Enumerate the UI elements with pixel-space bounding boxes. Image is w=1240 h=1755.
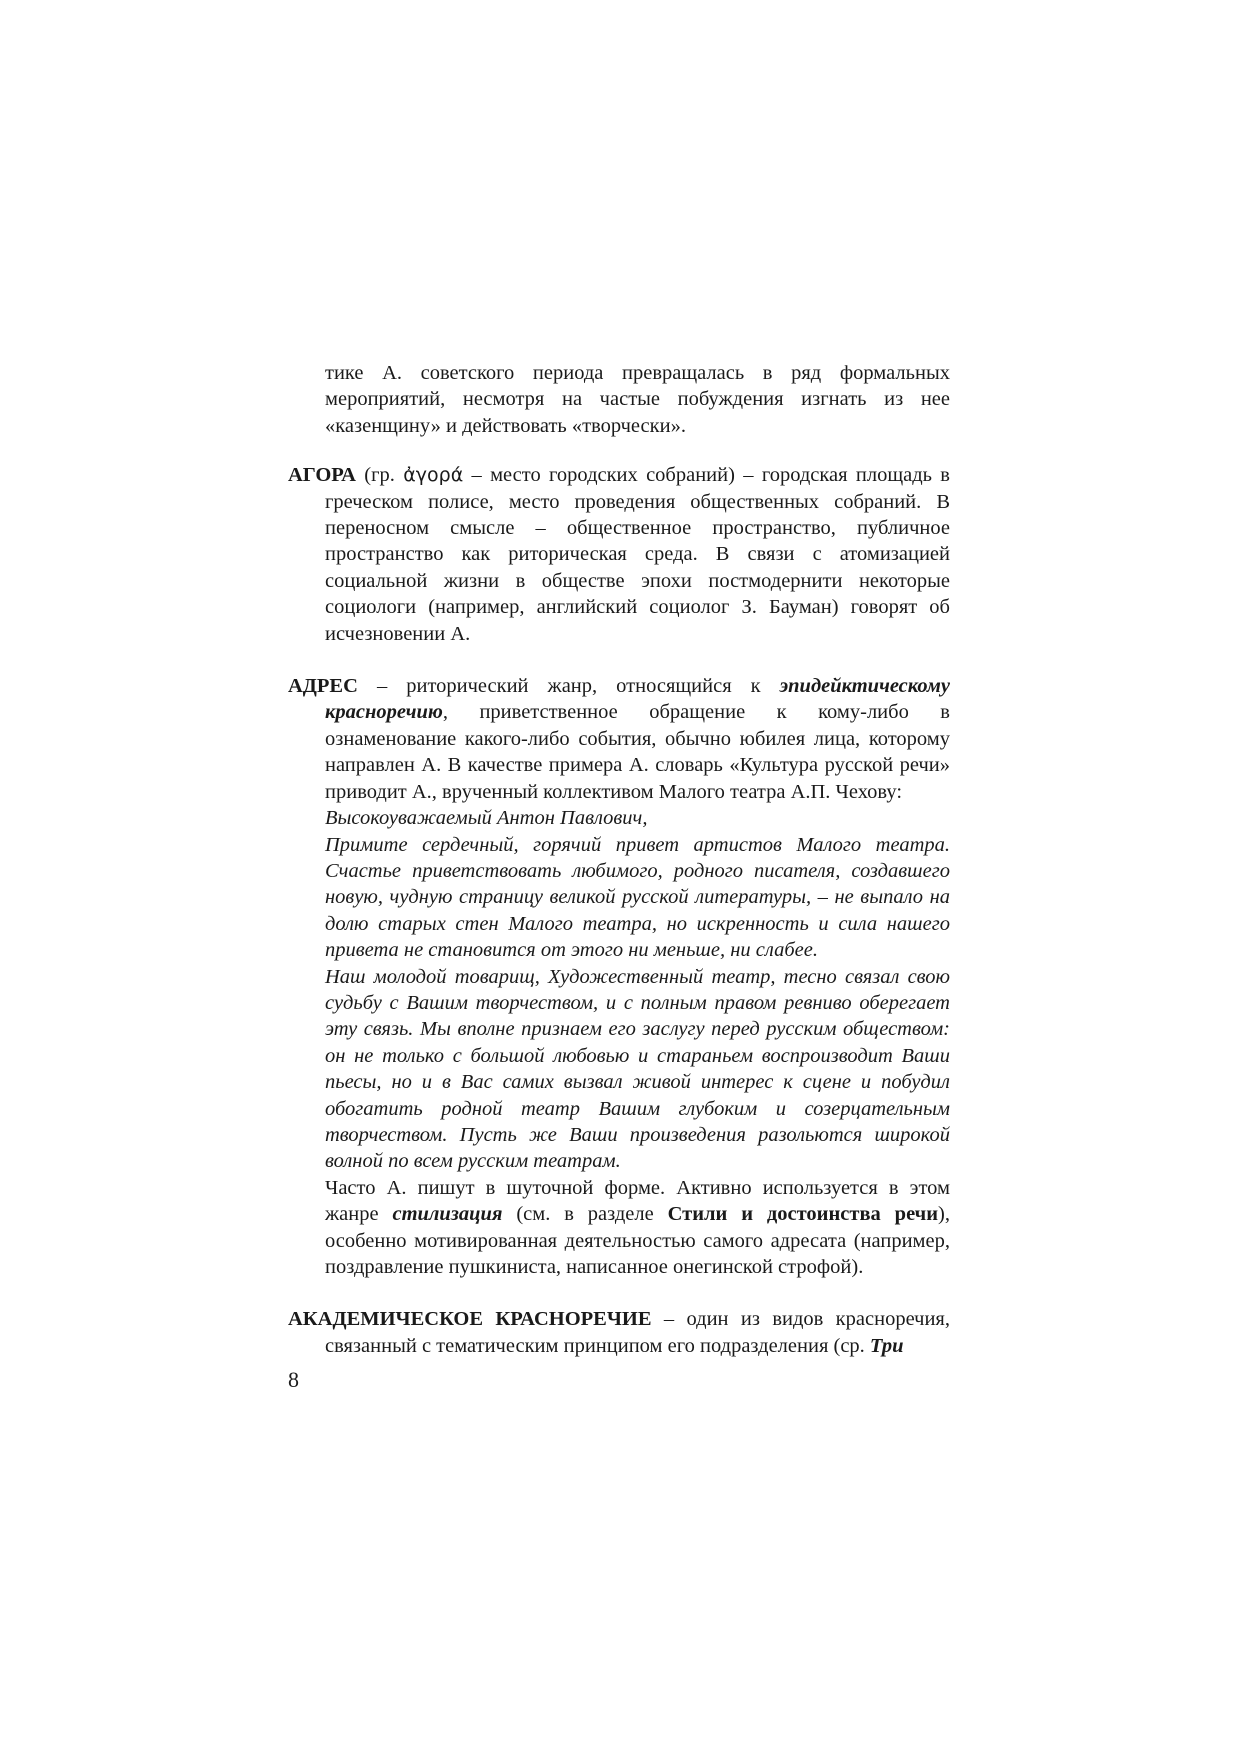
agora-definition: – место городских собраний) – городская площадь в греческом полисе, место проведения общественных собраний. В переносном смысле – общественное пространство, публичное пространство как риторическая среда. В связи с атомизацией социальной жизни в обществе эпохи постмодернити некоторые социологи (например, английский социолог З. Бауман) говорят об исчезновении А. [325,464,950,645]
adres-afterword-mid: (см. в разделе [502,1203,668,1226]
agora-pre-greek: (гр. [356,464,404,487]
adres-afterword [288,1175,950,1281]
adres-afterword-start: Часто А. пишут в шуточной форме. Активно используется в этом жанре [325,1176,950,1226]
entry-adres [288,673,950,805]
quote-paragraph-1: Примите сердечный, горячий привет артистов Малого театра. Счастье приветствовать любимого, родного писателя, создавшего новую, чудную страницу великой русской литературы, – не выпало на долю старых стен Малого театра, но искренность и сила нашего привета не становится от этого ни меньше, ни слабее. [325,833,950,962]
continuation-text: тике А. советского периода превращалась в ряд формальных мероприятий, несмотря на частые побуждения изгнать из нее «казенщину» и действовать «творчески». [325,362,950,437]
adres-intro: – риторический жанр, относящийся к [357,675,780,698]
academic-eloquence-definition: – один из видов красноречия, связанный с тематическим принципом его подразделения (ср. [325,1308,950,1357]
page-body [288,360,950,1359]
continuation-paragraph [288,360,950,439]
adres-definition: , приветственное обращение к кому-либо в ознаменование какого-либо события, обычно юбилея лица, которому направлен А. В качестве примера А. словарь «Культура русской речи» приводит А., врученный коллективом Малого театра А.П. Чехову: [325,701,950,803]
entry-academic-eloquence [288,1306,950,1359]
cross-ref-three[interactable]: Три [869,1334,904,1357]
cross-ref-epideictic[interactable]: эпидейктическому красноречию [325,675,950,724]
quote-paragraph-2: Наш молодой товарищ, Художественный театр, тесно связал свою судьбу с Вашим творчеством, и с полным правом ревниво оберегает эту связь. Мы вполне признаем его заслугу перед русским обществом: он не только с большой любовью и стараньем воспроизводит Ваши пьесы, но и в Вас самих вызвал живой интерес к сцене и побудил обогатить родной театр Вашим глубоким и созерцательным творчеством. Пусть же Ваши произведения разольются широкой волной по всем русским театрам. [325,965,950,1173]
page-number: 8 [288,1367,299,1392]
section-ref-styles[interactable]: Стили и достоинства речи [667,1203,939,1226]
term-academic-eloquence: АКАДЕМИЧЕСКОЕ КРАСНОРЕЧИЕ [288,1308,652,1331]
term-adres: АДРЕС [288,675,358,698]
cross-ref-stylization[interactable]: стилизация [392,1203,503,1226]
entry-agora [288,462,950,647]
agora-greek-word: ἀγορά [403,464,464,487]
quote-salutation: Высокоуважаемый Антон Павлович, [325,807,648,830]
adres-afterword-end: ), особенно мотивированная деятельностью самого адресата (например, поздравление пушкиниста, написанное онегинской строфой). [325,1203,950,1278]
term-agora: АГОРА [288,464,356,487]
